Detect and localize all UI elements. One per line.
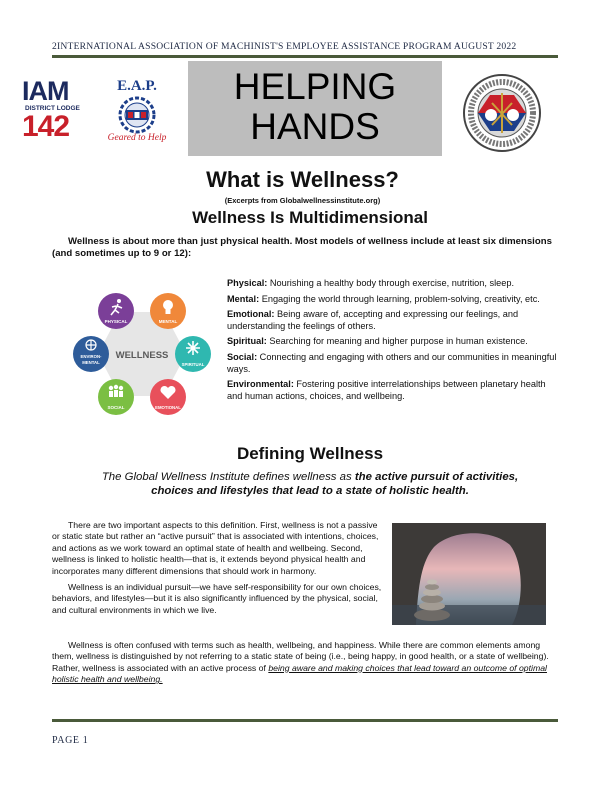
body-paragraph-1: There are two important aspects to this definition. First, wellness is not a passive or static state but rather an “active pursuit” that is associated with intentions, choices, and actions as we work toward an optimal state of health and wellbeing. Second, wellness is linked to holistic health—that is, it extends beyond physical health and incorporates many different dimensions that should work in harmony.: [52, 520, 379, 576]
dimension-text: Fostering positive interrelationships between planetary health and human actions, choices, and wellbeing.: [227, 379, 546, 401]
wheel-segment-physical: [98, 293, 134, 329]
bottom-rule: [52, 719, 558, 722]
dimension-spiritual: [227, 336, 559, 348]
definition-bold: the active pursuit of activities, choices and lifestyles that lead to a state of holistic health.: [151, 471, 519, 497]
dimension-list: [227, 278, 559, 406]
dimension-name: Emotional:: [227, 309, 275, 320]
dimension-text: Engaging the world through learning, problem-solving, creativity, etc.: [259, 293, 540, 304]
eap-tagline: Geared to Help: [107, 133, 167, 143]
machinists-seal-icon: [452, 73, 552, 153]
helping-hands-banner: [188, 61, 442, 156]
lotus-icon: [186, 341, 200, 355]
dimension-physical: [227, 278, 559, 290]
wheel-label-physical: PHYSICAL: [104, 319, 128, 324]
para3-underlined: being aware and making choices that lead toward an outcome of optimal holistic health and wellbeing.: [52, 662, 547, 685]
stacked-stones-photo: [392, 523, 546, 625]
wheel-label-mental: MENTAL: [158, 319, 178, 324]
defining-heading: Defining Wellness: [236, 444, 384, 463]
wheel-segment-social: [98, 379, 134, 415]
dimension-name: Physical:: [227, 278, 268, 288]
running-head: 2INTERNATIONAL ASSOCIATION OF MACHINIST'S EMPLOYEE ASSISTANCE PROGRAM AUGUST 2022: [52, 41, 517, 52]
article-subtitle: Wellness Is Multidimensional: [192, 208, 428, 227]
dimension-name: Spiritual:: [227, 336, 267, 347]
body-paragraph-3: [52, 640, 558, 686]
iam-logo: [22, 76, 84, 142]
source-note: (Excerpts from Globalwellnessinstitute.org): [224, 196, 381, 205]
definition-body: [52, 520, 382, 621]
dimension-name: Mental:: [227, 293, 260, 304]
page-number: PAGE 1: [52, 735, 89, 746]
dimension-environmental: [227, 379, 559, 402]
wheel-segment-environmental: [73, 336, 109, 372]
dimension-name: Environmental:: [227, 379, 294, 390]
wheel-segment-mental: [150, 293, 186, 329]
wheel-label-emotional: EMOTIONAL: [155, 405, 181, 410]
dimension-name: Social:: [227, 351, 258, 362]
wheel-segment-spiritual: [175, 336, 211, 372]
eap-logo-title: E.A.P.: [117, 78, 157, 94]
wheel-segment-emotional: [150, 379, 186, 415]
dimension-mental: [227, 294, 559, 306]
wheel-label-environmental-2: MENTAL: [82, 360, 100, 365]
dimension-text: Connecting and engaging with others and our communities in meaningful ways.: [227, 351, 557, 374]
dimension-social: [227, 352, 559, 375]
intro-paragraph: Wellness is about more than just physical health. Most models of wellness include at least six dimensions (and sometimes up to 9 or 12):: [52, 236, 552, 259]
definition-statement: [80, 470, 540, 498]
dimension-text: Being aware of, accepting and expressing our feelings, and understanding the feelings of others.: [227, 309, 519, 331]
banner-line-1: HELPING: [233, 66, 397, 107]
banner-line-2: HANDS: [250, 106, 380, 147]
globe-icon: [86, 340, 96, 350]
wheel-label-social: SOCIAL: [107, 405, 125, 410]
wheel-label-spiritual: SPIRITUAL: [181, 362, 205, 367]
eap-logo: [101, 78, 173, 148]
iam-logo-title: IAM: [22, 76, 69, 106]
para3-lead: Wellness is often confused with terms such as health, wellbeing, and happiness. While there are common elements among them, wellness is distinguished by not referring to a static state of being (i.e., being happy, in good health, or a state of wellbeing). Rather, wellness is associated with an active process of: [52, 640, 549, 673]
iam-logo-number: 142: [22, 110, 70, 143]
dimension-emotional: [227, 309, 559, 332]
article-title: What is Wellness?: [206, 167, 399, 192]
definition-lead: The Global Wellness Institute defines wellness as: [101, 471, 355, 483]
wellness-wheel: [72, 288, 212, 420]
gear-emblem-icon: [115, 96, 159, 134]
top-rule: [52, 55, 558, 58]
wheel-label-environmental: ENVIRON-: [80, 354, 102, 359]
dimension-text: Nourishing a healthy body through exercise, nutrition, sleep.: [267, 278, 515, 288]
body-paragraph-2: Wellness is an individual pursuit—we have self-responsibility for our own choices, behaviors, and lifestyles—but it is also significantly influenced by the physical, social, and cultural environments in which we live.: [52, 582, 382, 615]
wheel-center-label: WELLNESS: [115, 350, 169, 361]
iam-logo-subtitle: DISTRICT LODGE: [25, 105, 80, 112]
dimension-text: Searching for meaning and higher purpose in human existence.: [266, 336, 528, 347]
